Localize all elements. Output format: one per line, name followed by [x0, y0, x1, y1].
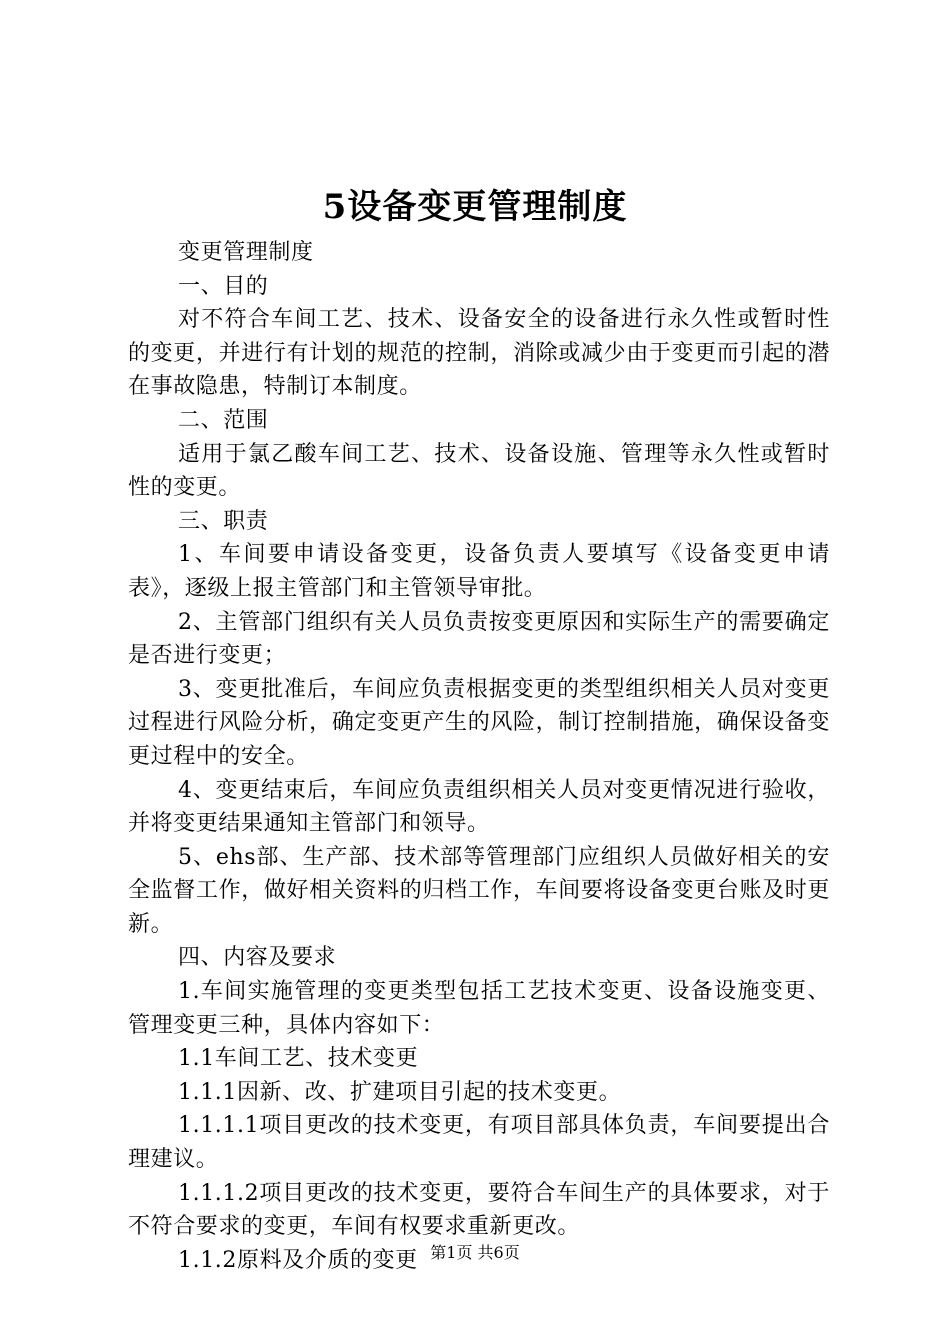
- document-title: 5设备变更管理制度: [322, 187, 628, 227]
- paragraph: 5、ehs部、生产部、技术部等管理部门应组织人员做好相关的安全监督工作，做好相关资料的归档工作，车间要将设备变更台账及时更新。: [128, 844, 830, 937]
- paragraph: 对不符合车间工艺、技术、设备安全的设备进行永久性或暂时性的变更，并进行有计划的规范的控制，消除或减少由于变更而引起的潜在事故隐患，特制订本制度。: [128, 307, 830, 400]
- paragraph: 四、内容及要求: [178, 945, 337, 971]
- paragraph: 二、范围: [178, 407, 269, 433]
- paragraph: 一、目的: [178, 273, 269, 299]
- paragraph: 1.车间实施管理的变更类型包括工艺技术变更、设备设施变更、管理变更三种，具体内容如下：: [128, 979, 830, 1038]
- paragraph: 2、主管部门组织有关人员负责按变更原因和实际生产的需要确定是否进行变更；: [128, 609, 830, 669]
- page-footer: 第1页 共6页: [430, 1243, 520, 1262]
- paragraph: 1、车间要申请设备变更，设备负责人要填写《设备变更申请表》，逐级上报主管部门和主管领导审批。: [128, 542, 830, 601]
- paragraph: 1.1.1.1项目更改的技术变更，有项目部具体负责，车间要提出合理建议。: [128, 1113, 830, 1173]
- paragraph: 1.1.1因新、改、扩建项目引起的技术变更。: [178, 1079, 622, 1105]
- paragraph: 3、变更批准后，车间应负责根据变更的类型组织相关人员对变更过程进行风险分析，确定变更产生的风险，制订控制措施，确保设备变更过程中的安全。: [128, 676, 830, 769]
- paragraph: 1.1.2原料及介质的变更: [178, 1247, 418, 1273]
- paragraph: 1.1.1.2项目更改的技术变更，要符合车间生产的具体要求，对于不符合要求的变更，车间有权要求重新更改。: [128, 1180, 830, 1240]
- paragraph: 三、职责: [178, 508, 269, 534]
- paragraph: 适用于氯乙酸车间工艺、技术、设备设施、管理等永久性或暂时性的变更。: [128, 441, 830, 501]
- document-body: [128, 236, 830, 1277]
- paragraph: 4、变更结束后，车间应负责组织相关人员对变更情况进行验收，并将变更结果通知主管部门和领导。: [128, 777, 830, 837]
- paragraph: 变更管理制度: [178, 240, 314, 265]
- paragraph: 1.1车间工艺、技术变更: [178, 1046, 419, 1072]
